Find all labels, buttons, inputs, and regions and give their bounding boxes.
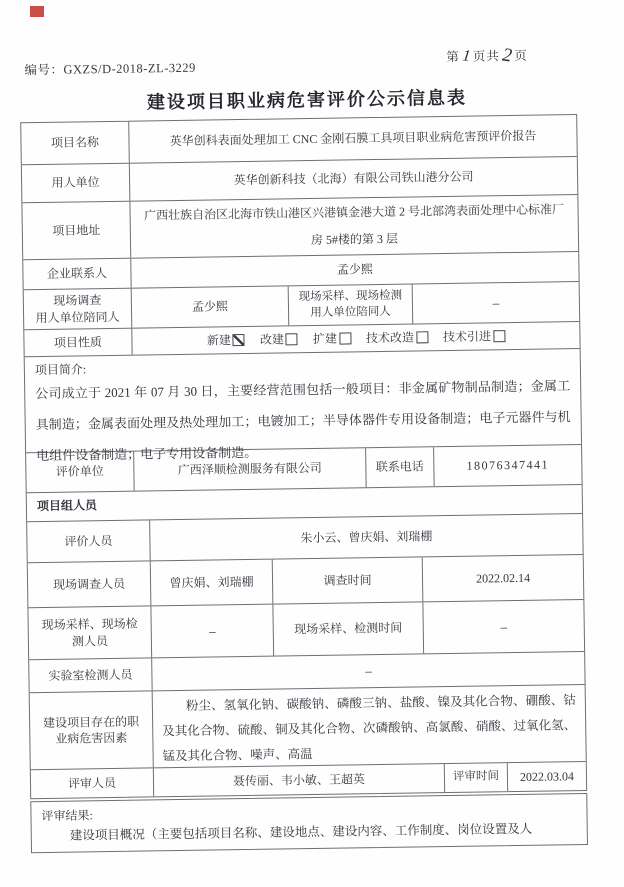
survey-staff-label: 现场调查人员	[28, 561, 152, 607]
team-header-label: 项目组人员	[36, 498, 98, 514]
project-nature-label: 项目性质	[24, 329, 132, 357]
sampling-escort-label-line1: 现场采样、现场检测	[298, 289, 403, 304]
survey-time-label: 调查时间	[273, 557, 424, 603]
review-staff-value: 聂传丽、韦小敏、王超英	[154, 764, 445, 796]
sampling-escort-value: –	[492, 294, 500, 311]
option-tech-upgrade	[366, 329, 428, 346]
appraisers-label: 评价人员	[27, 520, 151, 562]
hazards-label-line2: 业病危害因素	[55, 730, 128, 746]
option-new-build-label: 新建	[206, 333, 232, 348]
doc-number-label: 编号：	[24, 62, 64, 78]
checkbox-tech-upgrade-icon	[416, 331, 428, 343]
evaluator-label: 评价单位	[26, 452, 135, 493]
checkbox-rebuild-icon	[286, 333, 298, 345]
review-result-box	[30, 793, 588, 853]
page-total-number: 2	[500, 44, 514, 67]
phone-value: 18076347441	[466, 457, 550, 474]
review-time-value: 2022.03.04	[519, 769, 575, 784]
page-middle: 页共	[472, 49, 500, 64]
project-name-label: 项目名称	[21, 122, 130, 165]
row-hazards	[30, 685, 586, 770]
survey-escort-value: 孟少熙	[132, 286, 290, 327]
info-table	[20, 114, 587, 799]
sampling-staff-label-line1: 现场采样、现场检	[41, 616, 138, 633]
row-sampling-staff	[28, 600, 584, 660]
sampling-staff-value: –	[151, 605, 274, 658]
hazards-label	[30, 691, 154, 769]
survey-staff-value: 曾庆娟、刘瑞棚	[151, 560, 274, 606]
checkbox-tech-import-icon	[493, 330, 505, 342]
survey-escort-label-line1: 现场调查	[53, 293, 102, 309]
page-title: 建设项目职业病危害评价公示信息表	[146, 87, 468, 113]
page-indicator	[446, 44, 528, 67]
option-expand-label: 扩建	[312, 331, 338, 346]
page-suffix: 页	[514, 48, 528, 63]
checkbox-expand-icon	[339, 332, 351, 344]
hazards-value: 粉尘、氢氧化钠、碳酸钠、磷酸三钠、盐酸、镍及其化合物、硼酸、钴及其化合物、硫酸、铜及其化合物、次磷酸钠、高氯酸、硝酸、过氧化氢、锰及其化合物、噪声、高温	[162, 693, 577, 764]
sampling-escort-label-line2: 用人单位陪同人	[310, 305, 391, 319]
option-expand	[313, 330, 351, 347]
survey-escort-label	[24, 289, 133, 330]
employer-label: 用人单位	[22, 164, 131, 203]
option-tech-import	[443, 328, 505, 345]
project-profile-text: 公司成立于 2021 年 07 月 30 日，主要经营范围包括一般项目：非金属矿物制品制造；金属工具制造；金属表面处理及热处理加工；电镀加工；半导体器件专用设备制造；电子元器件与机电组件设备制造；电子专用设备制造。	[35, 378, 571, 464]
review-time-label: 评审时间	[445, 763, 508, 792]
checkbox-new-build-checked-icon	[233, 334, 245, 346]
address-label: 项目地址	[22, 202, 131, 260]
survey-time-value: 2022.02.14	[475, 570, 531, 586]
review-result-text: 建设项目概况（主要包括项目名称、建设地点、建设内容、工作制度、岗位设置及人	[69, 821, 533, 843]
option-new-build	[207, 332, 245, 349]
evaluator-value: 广西泽顺检测服务有限公司	[134, 448, 367, 490]
page-current-number: 1	[460, 47, 472, 66]
option-tech-import-label: 技术引进	[442, 329, 492, 344]
sampling-staff-label-line2: 测人员	[71, 633, 109, 649]
sampling-time-label: 现场采样、检测时间	[273, 602, 424, 655]
project-name-value: 英华创科表面处理加工 CNC 金刚石膜工具项目职业病危害预评价报告	[169, 129, 537, 149]
project-profile-cell	[25, 349, 581, 464]
sampling-escort-label	[289, 284, 414, 325]
review-result-label: 评审结果:	[41, 808, 93, 824]
row-address	[22, 195, 578, 260]
doc-number-value: GXZS/D-2018-ZL-3229	[63, 60, 196, 77]
review-staff-label: 评审人员	[31, 768, 154, 798]
sampling-staff-label	[28, 606, 152, 659]
lab-staff-value: –	[365, 663, 372, 679]
address-value: 广西壮族自治区北海市铁山港区兴港镇金港大道 2 号北部湾表面处理中心标准厂房 5#楼的第 3 层	[143, 202, 565, 247]
contact-value: 孟少熙	[336, 262, 374, 278]
option-tech-upgrade-label: 技术改造	[365, 330, 415, 346]
survey-escort-label-line2: 用人单位陪同人	[35, 309, 120, 325]
phone-label: 联系电话	[366, 447, 435, 487]
employer-value: 英华创新科技（北海）有限公司铁山港分公司	[233, 169, 474, 188]
row-project-profile	[25, 349, 581, 464]
appraisers-value: 朱小云、曾庆娟、刘瑞棚	[300, 529, 433, 546]
project-profile-label: 项目简介:	[34, 362, 87, 378]
option-rebuild-label: 改建	[259, 332, 285, 347]
contact-label: 企业联系人	[23, 259, 131, 290]
page-prefix: 第	[446, 49, 460, 64]
sampling-time-value: –	[500, 618, 508, 634]
doc-number	[24, 58, 196, 79]
option-rebuild	[260, 331, 298, 348]
lab-staff-label: 实验室检测人员	[29, 658, 152, 692]
hazards-label-line1: 建设项目存在的职	[42, 714, 140, 730]
